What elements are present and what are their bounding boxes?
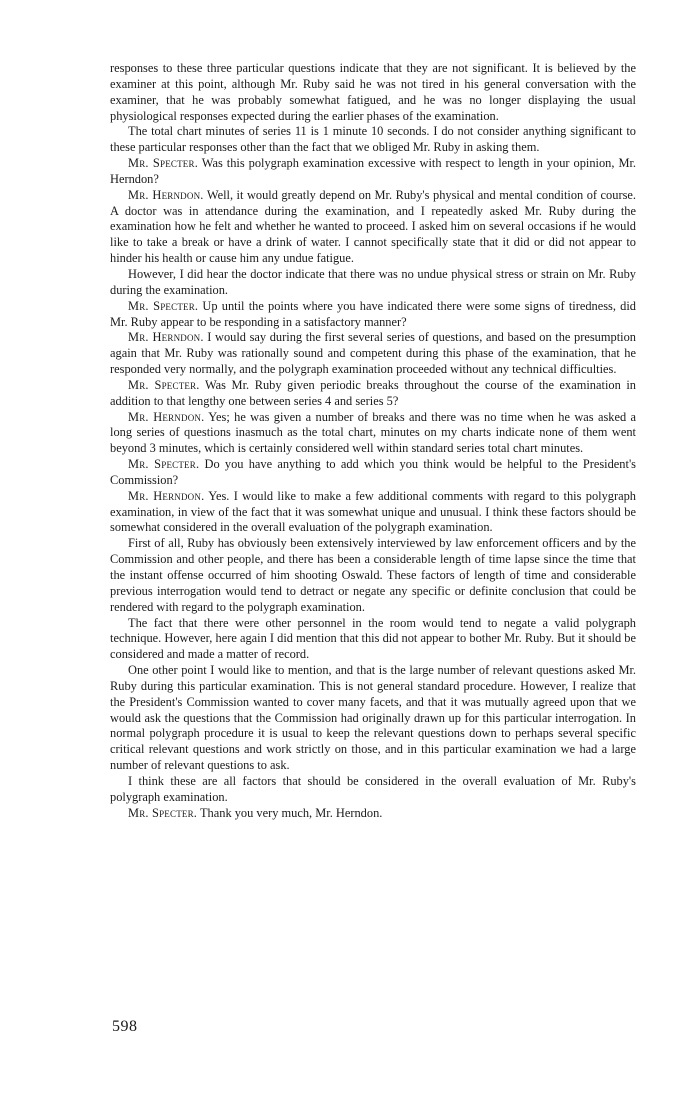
paragraph xyxy=(110,536,636,615)
paragraph-text: One other point I would like to mention, and that is the large number of relevant questions asked Mr. Ruby during this particular examination. This is not general standard procedure. However, I realize that the President's Commission wanted to cover many facets, and that it was mutually agreed upon that we would ask the questions that the Commission had originally drawn up for this particular interrogation. In normal polygraph procedure it is usual to keep the relevant questions down to perhaps several specific critical relevant questions and work strictly on those, and in this particular examination we had a large number of relevant questions to ask. xyxy=(110,663,636,773)
paragraph-text: responses to these three particular questions indicate that they are not significant. It is believed by the examiner at this point, although Mr. Ruby said he was not tired in his general conversation with the examiner, that he was probably somewhat fatigued, and he was no longer displaying the usual physiological responses expected during the earlier phases of the examination. xyxy=(110,61,636,123)
paragraph-text: The fact that there were other personnel in the room would tend to negate a valid polygraph technique. However, here again I did mention that this did not appear to bother Mr. Ruby. But it should be considered and made a matter of record. xyxy=(110,615,636,662)
paragraph xyxy=(110,61,636,124)
paragraph xyxy=(110,616,636,664)
paragraph-text: Do you have anything to add which you think would be helpful to the President's Commission? xyxy=(110,457,637,487)
paragraph xyxy=(110,330,636,378)
paragraph xyxy=(110,299,636,331)
page-number: 598 xyxy=(112,1018,138,1035)
speaker-label: Mr. Specter. xyxy=(128,298,199,313)
paragraph-text: Well, it would greatly depend on Mr. Ruby's physical and mental condition of course. A doctor was in attendance during the examination, and I repeatedly asked Mr. Ruby during the examination how he felt and whether he wanted to proceed. I asked him on several occasions if he would like to take a break or have a drink of water. I cannot specifically state that it did or did not appear to hinder his health or cause him any undue fatigue. xyxy=(110,187,636,266)
paragraph-text: The total chart minutes of series 11 is 1 minute 10 seconds. I do not consider anything significant to these particular responses other than the fact that we obliged Mr. Ruby in asking them. xyxy=(110,124,636,155)
paragraph xyxy=(110,489,636,537)
paragraph-text: However, I did hear the doctor indicate that there was no undue physical stress or strain on Mr. Ruby during the examination. xyxy=(110,266,636,297)
paragraph-text: Was this polygraph examination excessive with respect to length in your opinion, Mr. Herndon? xyxy=(110,156,636,186)
paragraph xyxy=(110,806,636,822)
paragraph-text: I would say during the first several series of questions, and based on the presumption again that Mr. Ruby was rationally sound and competent during this phase of the examination, that he responded very normally, and the polygraph examination proceeded without any technical difficulties. xyxy=(110,330,636,377)
speaker-label: Mr. Specter. xyxy=(128,457,200,472)
paragraph-text: First of all, Ruby has obviously been extensively interviewed by law enforcement officers and by the Commission and other people, and there has been a considerable length of time lapse since the time that the instant offense occurred of him shooting Oswald. These factors of length of time and considerable previous interrogation would tend to detract or negate any specific or definite conclusion that could be rendered with regard to the polygraph examination. xyxy=(110,536,636,614)
paragraph xyxy=(110,378,636,410)
paragraph-text: Yes; he was given a number of breaks and there was no time when he was asked a long series of questions inasmuch as the total chart, minutes on my charts indicate none of them went beyond 3 minutes, which is certainly considered well within standard series total chart minutes. xyxy=(110,409,636,456)
speaker-label: Mr. Herndon. xyxy=(128,488,205,503)
speaker-label: Mr. Specter. xyxy=(128,377,200,392)
paragraph xyxy=(110,188,636,267)
speaker-label: Mr. Herndon. xyxy=(128,330,204,345)
speaker-label: Mr. Specter. xyxy=(128,805,198,820)
paragraph-text: Was Mr. Ruby given periodic breaks throughout the course of the examination in addition to that lengthy one between series 4 and series 5? xyxy=(110,377,636,408)
paragraph xyxy=(110,410,636,458)
paragraph xyxy=(110,774,636,806)
speaker-label: Mr. Specter. xyxy=(128,156,198,171)
paragraph xyxy=(110,267,636,299)
paragraph-text: Yes. I would like to make a few additional comments with regard to this polygraph examination, in view of the fact that it was somewhat unique and unusual. I think these factors should be somewhat considered in the overall evaluation of the polygraph examination. xyxy=(110,488,636,535)
paragraph-text: Up until the points where you have indicated there were some signs of tiredness, did Mr. Ruby appear to be responding in a satisfactory manner? xyxy=(110,298,636,329)
paragraph-text: I think these are all factors that should be considered in the overall evaluation of Mr. Ruby's polygraph examination. xyxy=(110,773,636,804)
paragraph xyxy=(110,457,636,489)
paragraph xyxy=(110,124,636,156)
paragraph xyxy=(110,663,636,774)
paragraph xyxy=(110,156,636,188)
paragraph-text: Thank you very much, Mr. Herndon. xyxy=(197,805,383,820)
speaker-label: Mr. Herndon. xyxy=(128,409,205,424)
speaker-label: Mr. Herndon. xyxy=(128,187,204,202)
page-body xyxy=(110,61,636,822)
